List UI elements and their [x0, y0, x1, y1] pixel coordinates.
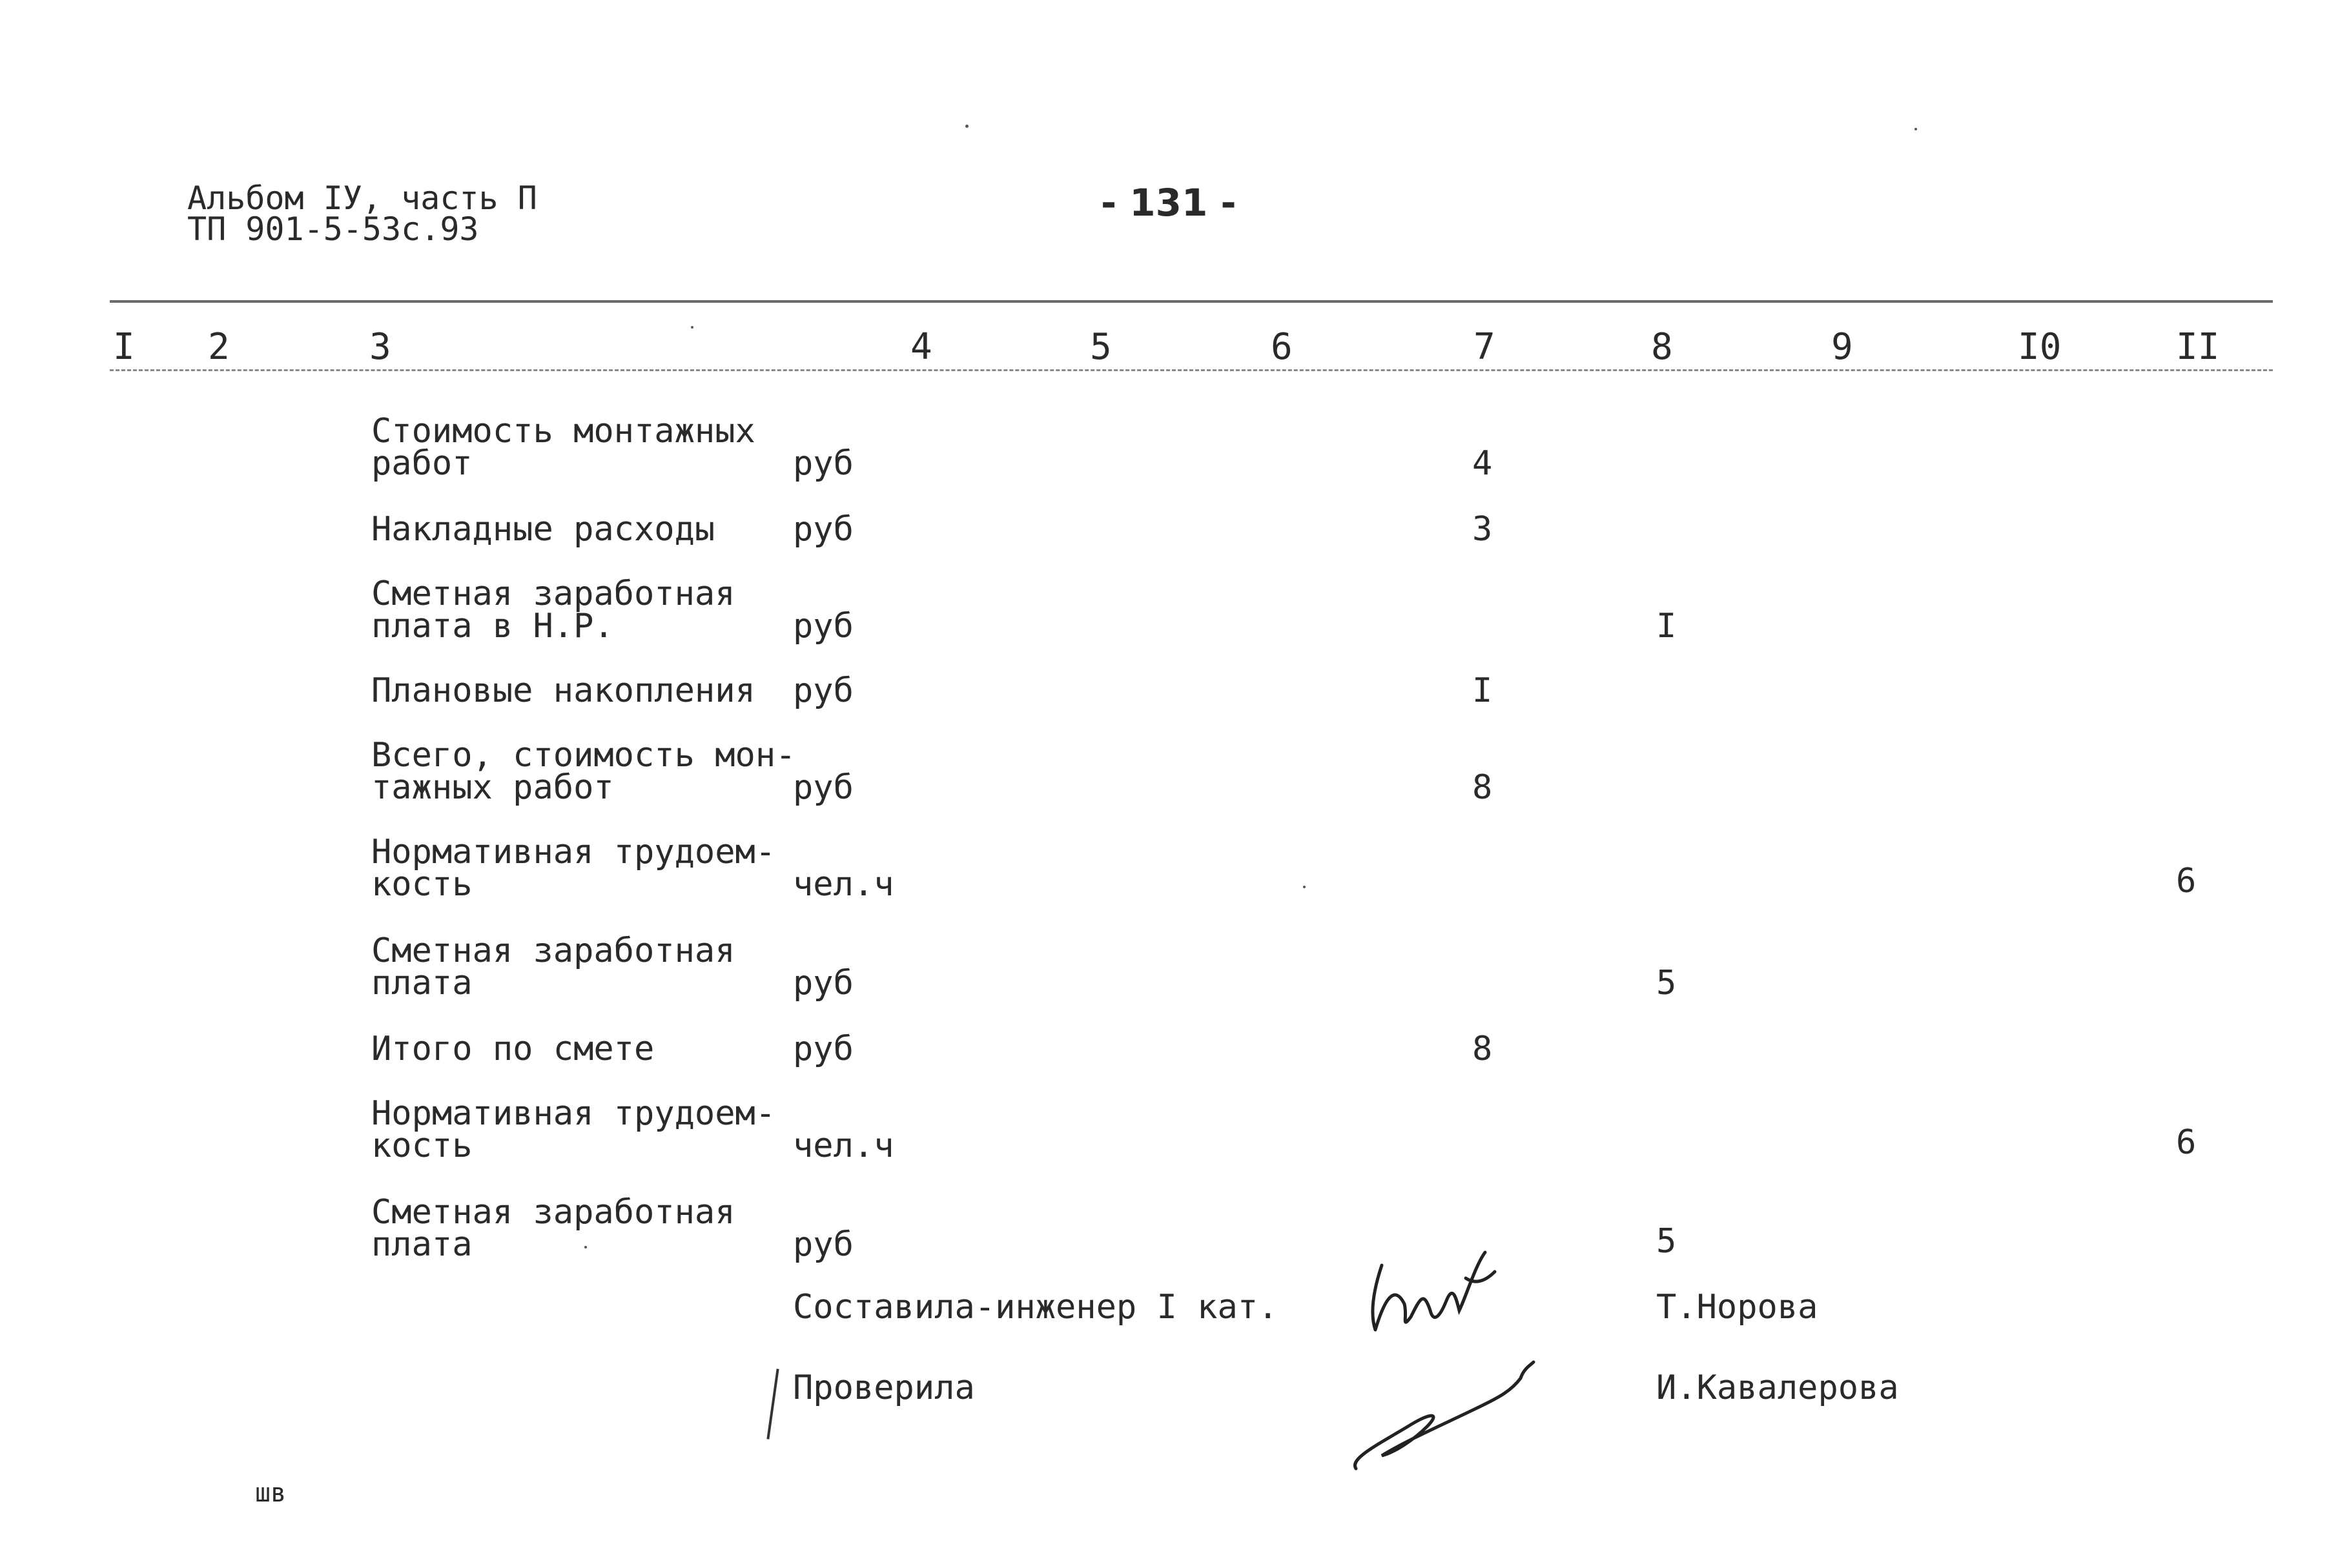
compiled-by-label: Составила-инженер I кат. — [793, 1288, 1278, 1327]
column-number-9: 9 — [1831, 326, 1853, 368]
row-unit: руб — [793, 964, 854, 1003]
row-label: Стоимость монтажных работ — [371, 412, 755, 483]
footer-stamp: шв — [255, 1478, 287, 1508]
row-unit: руб — [793, 510, 854, 549]
row-unit: чел.ч — [793, 1126, 894, 1165]
project-line: ТП 901-5-53с.93 — [187, 210, 479, 248]
row-label: Всего, стоимость мон- тажных работ — [371, 736, 796, 807]
column-number-2: 2 — [208, 326, 230, 368]
header-bottom-rule — [110, 369, 2273, 371]
row-unit: руб — [793, 1225, 854, 1264]
page-number: - 131 - — [1101, 181, 1236, 225]
column-number-5: 5 — [1090, 326, 1112, 368]
row-value-col7: 4 — [1472, 444, 1493, 483]
scan-speck — [1914, 128, 1917, 130]
row-value-col8: 5 — [1656, 964, 1677, 1003]
row-label: Накладные расходы — [371, 510, 715, 549]
column-number-1: I — [113, 326, 135, 368]
row-label: Сметная заработная плата в Н.Р. — [371, 575, 735, 646]
margin-line — [766, 1369, 779, 1439]
row-label: Нормативная трудоем- кость — [371, 833, 776, 904]
checked-by-label: Проверила — [793, 1369, 975, 1407]
row-value-col7: 3 — [1472, 510, 1493, 549]
column-number-8: 8 — [1651, 326, 1673, 368]
column-number-4: 4 — [910, 326, 932, 368]
column-number-3: 3 — [369, 326, 391, 368]
row-value-col7: 8 — [1472, 1030, 1493, 1068]
row-value-col8: I — [1656, 607, 1677, 646]
row-label: Плановые накопления — [371, 671, 755, 710]
row-unit: чел.ч — [793, 865, 894, 904]
row-unit: руб — [793, 768, 854, 807]
column-number-6: 6 — [1271, 326, 1293, 368]
row-value-col11: 6 — [2176, 1123, 2197, 1162]
row-value-col7: 8 — [1472, 768, 1493, 807]
compiled-signature-icon — [1356, 1239, 1524, 1343]
album-line: Альбом IУ, часть П — [187, 179, 537, 217]
checked-by-name: И.Кавалерова — [1656, 1369, 1899, 1407]
scan-speck — [1303, 886, 1306, 888]
row-unit: руб — [793, 1030, 854, 1068]
row-label: Нормативная трудоем- кость — [371, 1094, 776, 1165]
row-unit: руб — [793, 607, 854, 646]
checked-signature-icon — [1337, 1349, 1543, 1478]
row-value-col11: 6 — [2176, 862, 2197, 901]
compiled-by-name: Т.Норова — [1656, 1288, 1818, 1327]
row-value-col8: 5 — [1656, 1222, 1677, 1261]
row-unit: руб — [793, 671, 854, 710]
row-label: Сметная заработная плата — [371, 932, 735, 1003]
column-number-10: I0 — [2018, 326, 2062, 368]
column-number-7: 7 — [1473, 326, 1495, 368]
scan-speck — [584, 1246, 587, 1248]
header-top-rule — [110, 300, 2273, 303]
scan-speck — [965, 125, 969, 128]
column-number-11: II — [2176, 326, 2220, 368]
row-label: Итого по смете — [371, 1030, 655, 1068]
row-label: Сметная заработная плата — [371, 1193, 735, 1264]
scan-speck — [691, 326, 693, 329]
row-value-col7: I — [1472, 671, 1493, 710]
row-unit: руб — [793, 444, 854, 483]
